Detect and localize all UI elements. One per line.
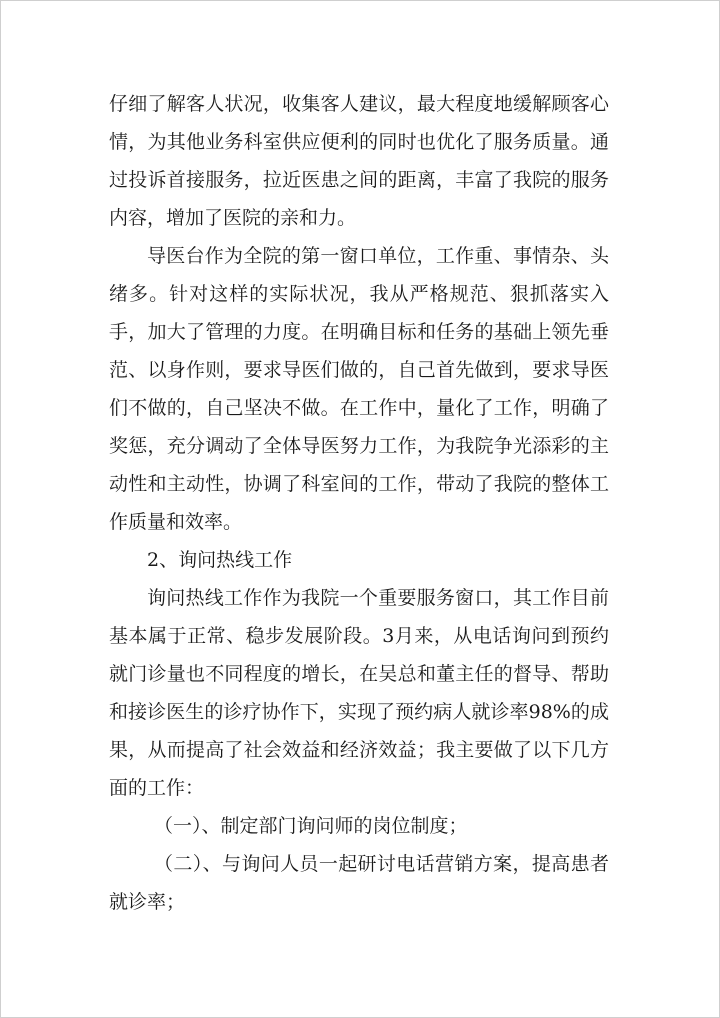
paragraph-guide-desk: 导医台作为全院的第一窗口单位，工作重、事情杂、头绪多。针对这样的实际状况，我从严格规范、狠抓落实入手，加大了管理的力度。在明确目标和任务的基础上领先垂范、以身作则，要求导医们做的，自己首先做到，要求导医们不做的，自己坚决不做。在工作中，量化了工作，明确了奖惩，充分调动了全体导医努力工作，为我院争光添彩的主动性和主动性，协调了科室间的工作，带动了我院的整体工作质量和效率。 [109, 245, 609, 533]
list-item-1: （一）、制定部门询问师的岗位制度； [154, 815, 468, 837]
paragraph-hotline: 询问热线工作作为我院一个重要服务窗口，其工作目前基本属于正常、稳步发展阶段。3月来，从电话询问到预约就门诊量也不同程度的增长，在吴总和董主任的督导、帮助和接诊医生的诊疗协作下，实现了预约病人就诊率98%的成果，从而提高了社会效益和经济效益；我主要做了以下几方面的工作： [109, 587, 609, 799]
document-body [109, 85, 609, 921]
list-item-2: （二）、与询问人员一起研讨电话营销方案，提高患者就诊率； [109, 853, 609, 913]
paragraph-continuation: 仔细了解客人状况，收集客人建议，最大程度地缓解顾客心情，为其他业务科室供应便利的同时也优化了服务质量。通过投诉首接服务，拉近医患之间的距离，丰富了我院的服务内容，增加了医院的亲和力。 [109, 93, 609, 229]
section-heading-hotline: 2、询问热线工作 [147, 549, 293, 571]
